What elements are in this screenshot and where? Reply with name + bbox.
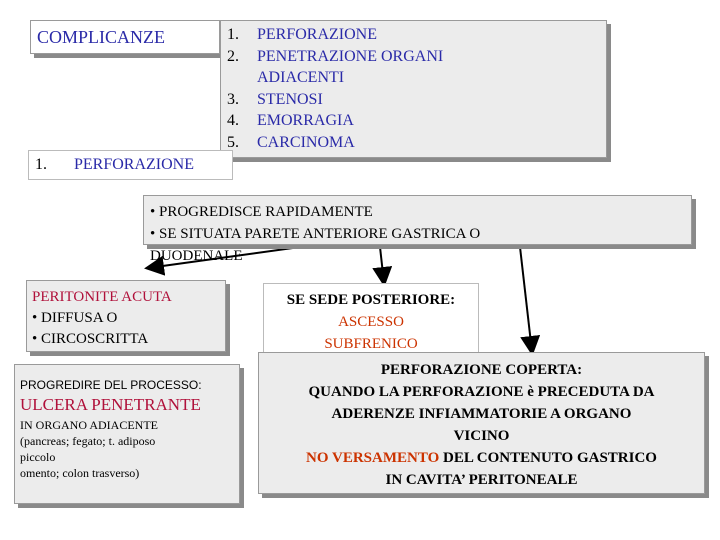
progredire-box xyxy=(14,364,240,504)
complication-item-2: 2. PENETRAZIONE ORGANI xyxy=(227,47,444,65)
progredire-line-3: piccolo xyxy=(20,450,56,464)
complications-list xyxy=(220,20,607,158)
coperta-line-3: VICINO xyxy=(453,428,510,444)
complication-item-4: 4. EMORRAGIA xyxy=(227,112,354,129)
complicanze-title: COMPLICANZE xyxy=(37,27,166,47)
coperta-highlight: NO VERSAMENTO xyxy=(306,450,440,466)
progredire-title: ULCERA PENETRANTE xyxy=(20,395,201,414)
perforazione-coperta-box xyxy=(258,352,705,494)
peritonite-title: PERITONITE ACUTA xyxy=(32,289,172,305)
section-label: PERFORAZIONE xyxy=(74,156,195,173)
progression-box xyxy=(143,195,692,264)
peritonite-box xyxy=(26,280,226,352)
sede-heading: SE SEDE POSTERIORE: xyxy=(286,292,456,308)
perforazione-heading-box xyxy=(28,150,233,180)
progression-line-1: • PROGREDISCE RAPIDAMENTE xyxy=(150,204,373,220)
progredire-heading: PROGREDIRE DEL PROCESSO: xyxy=(20,378,202,392)
coperta-highlight-rest: DEL CONTENUTO GASTRICO xyxy=(439,450,657,466)
peritonite-item-2: • CIRCOSCRITTA xyxy=(32,331,149,347)
sede-line-2: SUBFRENICO xyxy=(324,336,418,352)
complication-item-5: 5. CARCINOMA xyxy=(227,133,355,151)
progredire-line-2: (pancreas; fegato; t. adiposo xyxy=(20,434,156,448)
complication-item-2-cont: ADIACENTI xyxy=(257,69,345,86)
complication-item-1: 1. PERFORAZIONE xyxy=(227,26,378,43)
progredire-line-1: IN ORGANO ADIACENTE xyxy=(20,418,158,432)
progredire-line-4: omento; colon trasverso) xyxy=(20,466,140,480)
sede-posteriore-box xyxy=(263,283,479,359)
peritonite-item-1: • DIFFUSA O xyxy=(32,310,118,326)
coperta-heading: PERFORAZIONE COPERTA: xyxy=(380,362,583,378)
sede-line-1: ASCESSO xyxy=(338,314,404,330)
section-number: 1. xyxy=(35,156,47,173)
progression-line-3: DUODENALE xyxy=(150,248,243,264)
complicanze-title-box xyxy=(30,20,220,54)
coperta-line-2: ADERENZE INFIAMMATORIE A ORGANO xyxy=(331,406,632,422)
coperta-line-1: QUANDO LA PERFORAZIONE è PRECEDUTA DA xyxy=(308,384,655,400)
coperta-line-5: IN CAVITA’ PERITONEALE xyxy=(385,472,578,488)
complication-item-3: 3. STENOSI xyxy=(227,90,323,108)
coperta-line-4 xyxy=(259,447,704,469)
progression-line-2: • SE SITUATA PARETE ANTERIORE GASTRICA O xyxy=(150,226,481,242)
